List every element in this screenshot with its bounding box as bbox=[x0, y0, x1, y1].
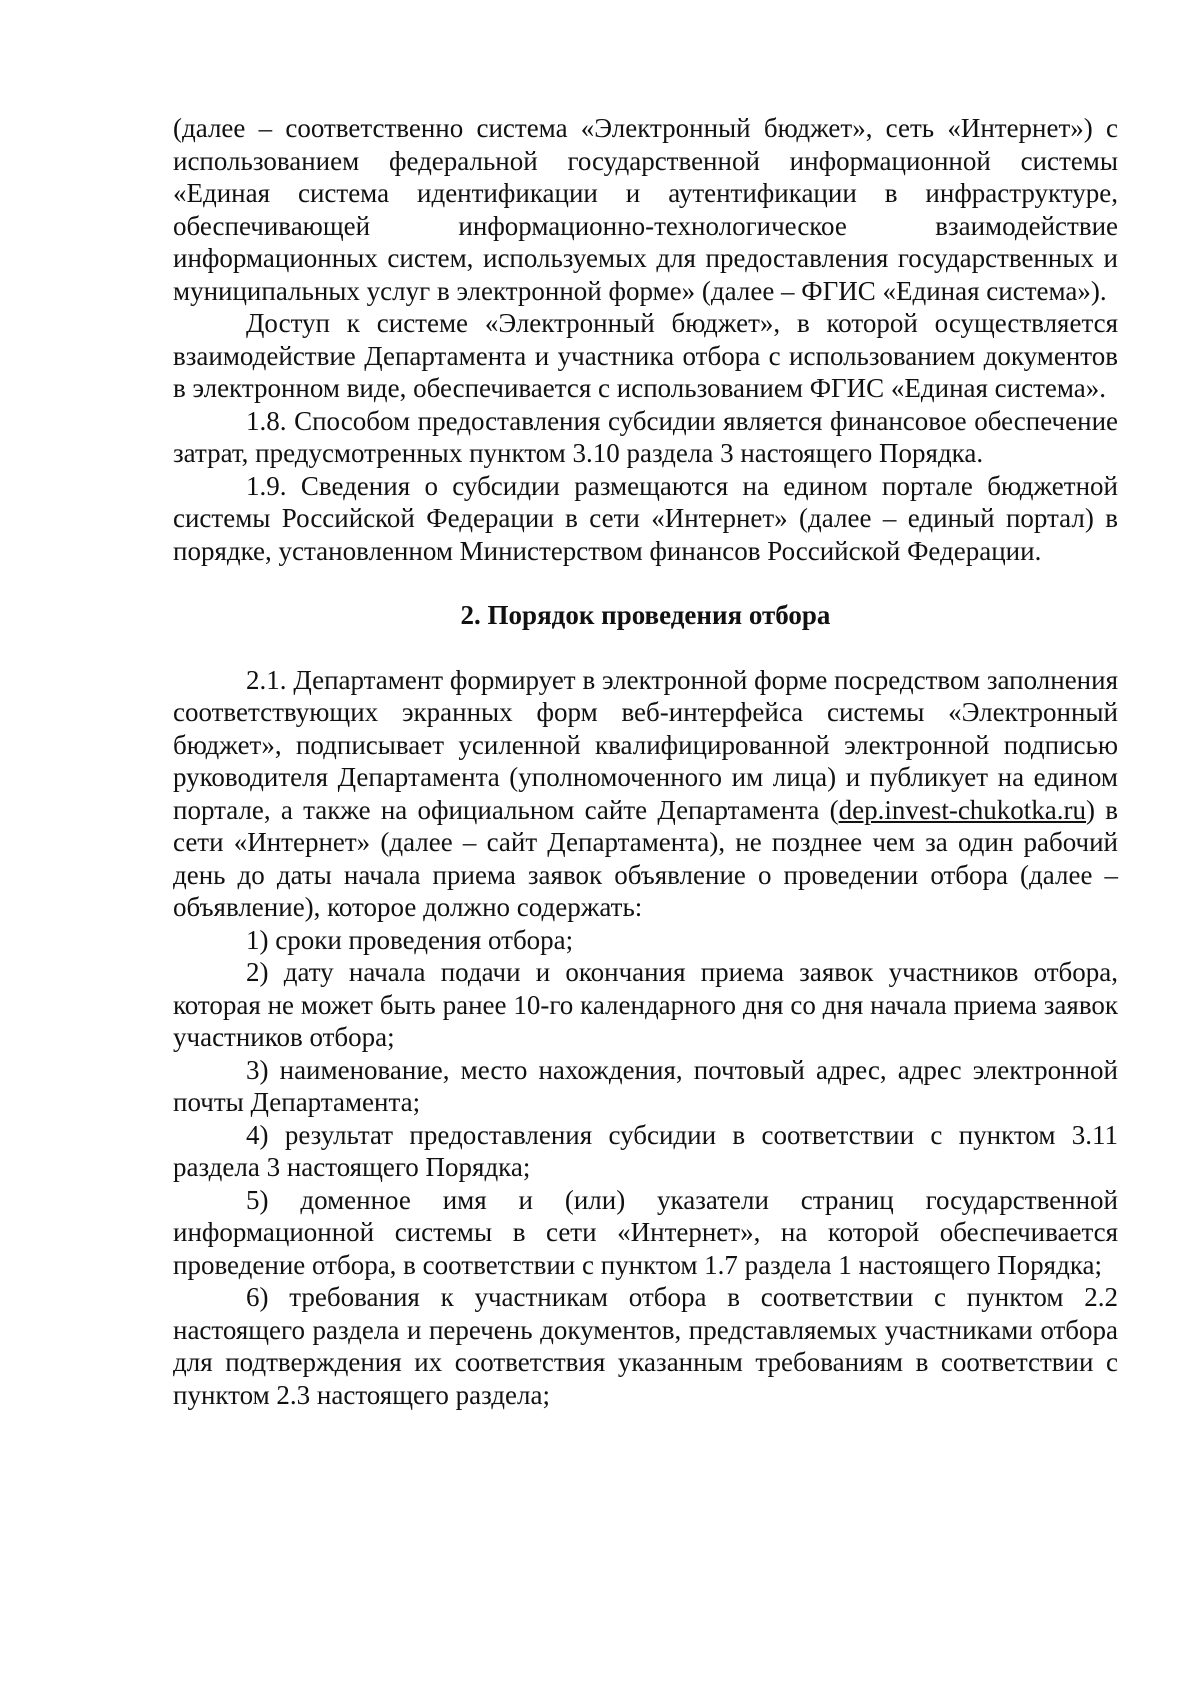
list-item: 2) дату начала подачи и окончания приема заявок участников отбора, которая не может быть ранее 10-го календарного дня со дня начала приема заявок участников отбора; bbox=[173, 957, 1118, 1052]
paragraph-1-9: 1.9. Сведения о субсидии размещаются на едином портале бюджетной системы Российской Федерации в сети «Интернет» (далее – единый портал) в порядке, установленном Министерством финансов Российской Федерации. bbox=[173, 470, 1118, 566]
document-page bbox=[173, 112, 1118, 1411]
paragraph-continuation: (далее – соответственно система «Электронный бюджет», сеть «Интернет») с использованием федеральной государственной информационной системы «Единая система идентификации и аутентификации в инфраструктуре, обеспечивающей информационно-технологическое взаимодействие информационных систем, используемых для предоставления государственных и муниципальных услуг в электронной форме» (далее – ФГИС «Единая система»). bbox=[173, 113, 1118, 306]
list-item: 4) результат предоставления субсидии в соответствии с пунктом 3.11 раздела 3 настоящего Порядка; bbox=[173, 1119, 1118, 1182]
list-item: 6) требования к участникам отбора в соответствии с пунктом 2.2 настоящего раздела и перечень документов, представляемых участниками отбора для подтверждения их соответствия указанным требованиям в соответствии с пунктом 2.3 настоящего раздела; bbox=[173, 1282, 1118, 1410]
paragraph-access: Доступ к системе «Электронный бюджет», в которой осуществляется взаимодействие Департамента и участника отбора с использованием документов в электронном виде, обеспечивается с использованием ФГИС «Единая система». bbox=[173, 308, 1118, 403]
department-site-link[interactable]: dep.invest-chukotka.ru bbox=[838, 794, 1087, 825]
list-item: 3) наименование, место нахождения, почтовый адрес, адрес электронной почты Департамента; bbox=[173, 1054, 1118, 1117]
paragraph-1-8: 1.8. Способом предоставления субсидии является финансовое обеспечение затрат, предусмотренных пунктом 3.10 раздела 3 настоящего Порядка. bbox=[173, 405, 1118, 468]
paragraph-2-1-text-start: 2.1. Департамент формирует в электронной форме посредством заполнения соответствующих экранных форм веб-интерфейса системы «Электронный бюджет», подписывает усиленной квалифицированной электронной подписью руководителя Департамента (уполномоченного им лица) и публикует на едином портале, а также на официальном сайте Департамента ( bbox=[173, 664, 1118, 825]
paragraph-2-1-text-end: ) в сети «Интернет» (далее – сайт Департамента), не позднее чем за один рабочий день до даты начала приема заявок объявление о проведении отбора (далее – объявление), которое должно содержать: bbox=[173, 794, 1118, 922]
section-heading: 2. Порядок проведения отбора bbox=[460, 600, 831, 630]
list-item: 1) сроки проведения отбора; bbox=[246, 924, 574, 955]
paragraph-2-1 bbox=[173, 664, 1118, 924]
list-item: 5) доменное имя и (или) указатели страниц государственной информационной системы в сети «Интернет», на которой обеспечивается проведение отбора, в соответствии с пунктом 1.7 раздела 1 настоящего Порядка; bbox=[173, 1184, 1118, 1280]
